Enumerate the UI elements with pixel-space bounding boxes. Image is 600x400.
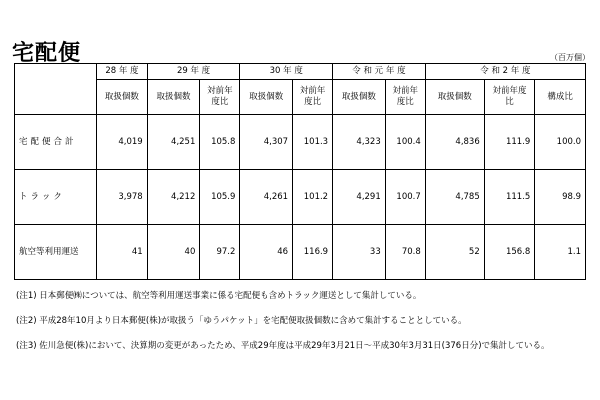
table-cell: 1.1 bbox=[535, 225, 586, 280]
year-header-r1: 令 和 元 年 度 bbox=[333, 64, 426, 80]
footnote-1: (注1) 日本郵便㈱については、航空等利用運送事業に係る宅配便も含めトラック運送として集計している。 bbox=[16, 291, 422, 301]
table-cell: 156.8 bbox=[484, 225, 535, 280]
year-header-h30: 30 年 度 bbox=[240, 64, 333, 80]
table-cell: 101.3 bbox=[293, 115, 333, 170]
row-label: トラック bbox=[15, 170, 97, 225]
table-cell: 100.0 bbox=[535, 115, 586, 170]
year-header-r2: 令 和 2 年 度 bbox=[425, 64, 585, 80]
table-cell: 101.2 bbox=[293, 170, 333, 225]
subheader-count: 取扱個数 bbox=[97, 80, 148, 115]
table-cell: 4,251 bbox=[147, 115, 200, 170]
table-row bbox=[15, 115, 586, 170]
year-header-h29: 29 年 度 bbox=[147, 64, 240, 80]
table-cell: 3,978 bbox=[97, 170, 148, 225]
table-cell: 4,019 bbox=[97, 115, 148, 170]
table-row bbox=[15, 170, 586, 225]
table-cell: 105.8 bbox=[200, 115, 240, 170]
footnote-2: (注2) 平成28年10月より日本郵便(株)が取扱う「ゆうパケット」を宅配便取扱個数に含めて集計することとしている。 bbox=[16, 316, 467, 326]
subheader-yoy: 対前年度比 bbox=[200, 80, 240, 115]
table-cell: 4,291 bbox=[333, 170, 386, 225]
row-label-header bbox=[15, 64, 97, 115]
page-title: 宅配便 bbox=[12, 41, 82, 66]
table-cell: 40 bbox=[147, 225, 200, 280]
subheader-share: 構成比 bbox=[535, 80, 586, 115]
subheader-count: 取扱個数 bbox=[240, 80, 293, 115]
subheader-count: 取扱個数 bbox=[425, 80, 484, 115]
subheader-yoy: 対前年度比 bbox=[385, 80, 425, 115]
table-cell: 111.5 bbox=[484, 170, 535, 225]
row-label: 航空等利用運送 bbox=[15, 225, 97, 280]
table-cell: 41 bbox=[97, 225, 148, 280]
table-cell: 111.9 bbox=[484, 115, 535, 170]
table-cell: 100.4 bbox=[385, 115, 425, 170]
table-cell: 97.2 bbox=[200, 225, 240, 280]
subheader-row bbox=[15, 80, 586, 115]
unit-label: （百万個） bbox=[550, 53, 590, 62]
table-cell: 4,323 bbox=[333, 115, 386, 170]
table-cell: 100.7 bbox=[385, 170, 425, 225]
table-cell: 116.9 bbox=[293, 225, 333, 280]
table-cell: 33 bbox=[333, 225, 386, 280]
table-cell: 98.9 bbox=[535, 170, 586, 225]
year-header-row bbox=[15, 64, 586, 80]
table-cell: 4,836 bbox=[425, 115, 484, 170]
subheader-count: 取扱個数 bbox=[147, 80, 200, 115]
year-header-h28: 28 年 度 bbox=[97, 64, 148, 80]
table-cell: 4,212 bbox=[147, 170, 200, 225]
table-cell: 105.9 bbox=[200, 170, 240, 225]
parcel-delivery-table bbox=[14, 63, 586, 280]
table-cell: 4,261 bbox=[240, 170, 293, 225]
subheader-count: 取扱個数 bbox=[333, 80, 386, 115]
table-row bbox=[15, 225, 586, 280]
footnotes bbox=[16, 290, 581, 352]
table-cell: 4,785 bbox=[425, 170, 484, 225]
table-cell: 46 bbox=[240, 225, 293, 280]
footnote-3: (注3) 佐川急便(株)において、決算期の変更があったため、平成29年度は平成29年3月21日～平成30年3月31日(376日分)で集計している。 bbox=[16, 341, 550, 351]
row-label: 宅配便合計 bbox=[15, 115, 97, 170]
subheader-yoy: 対前年度比 bbox=[293, 80, 333, 115]
table-cell: 52 bbox=[425, 225, 484, 280]
table-cell: 4,307 bbox=[240, 115, 293, 170]
subheader-yoy: 対前年度比 bbox=[484, 80, 535, 115]
table-cell: 70.8 bbox=[385, 225, 425, 280]
